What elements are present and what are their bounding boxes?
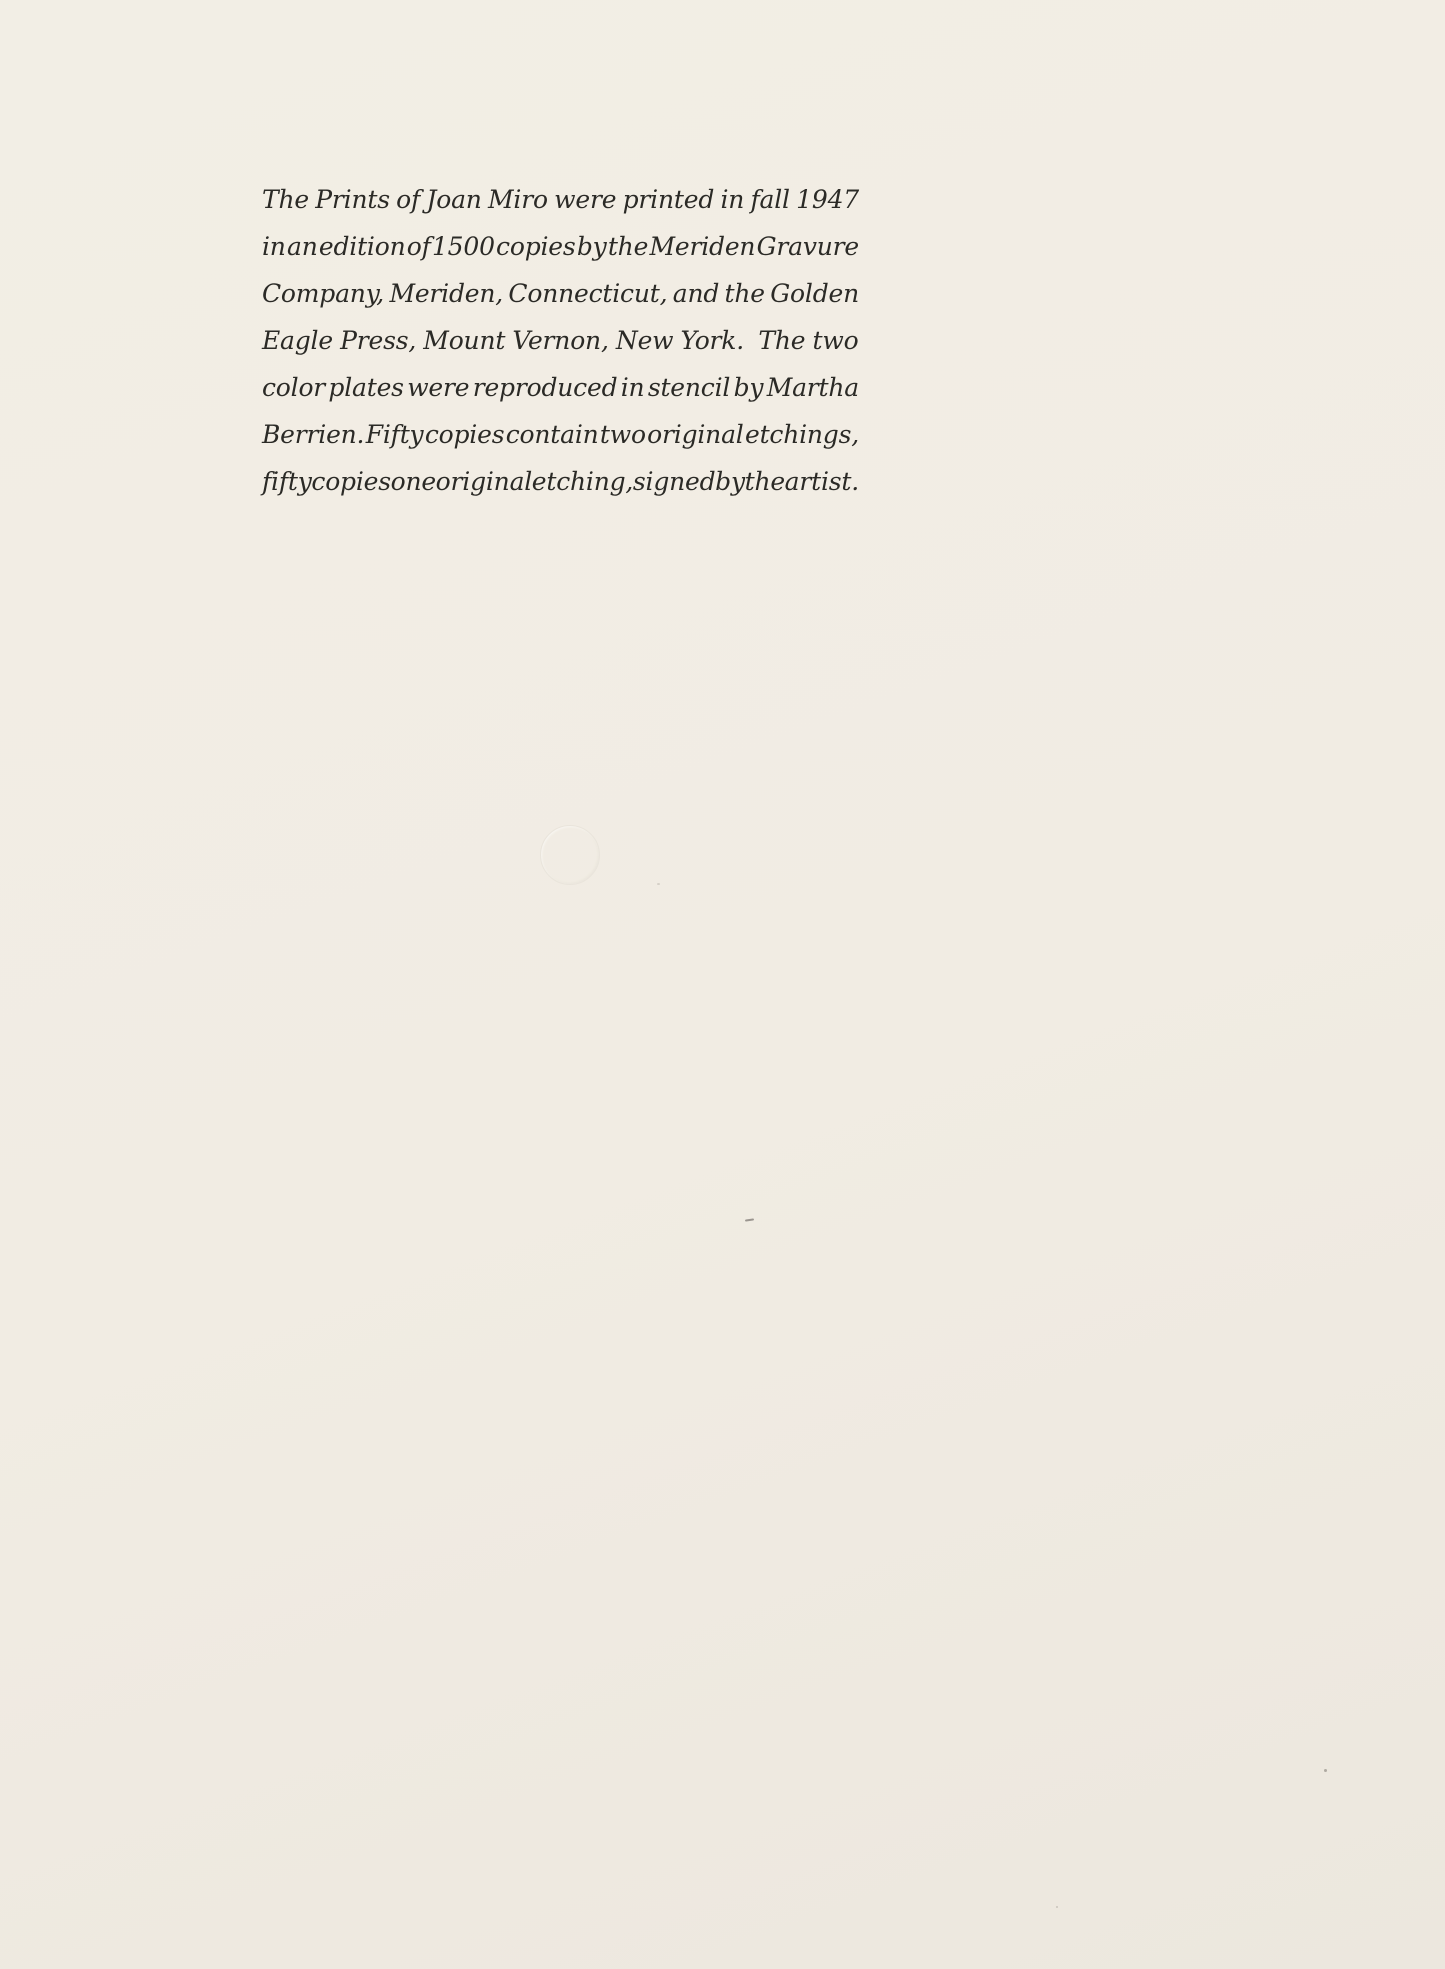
colophon-text — [262, 176, 859, 505]
paper-speck — [1324, 1769, 1327, 1772]
colophon-line: The Prints of Joan Miro were printed in fall 1947 — [262, 185, 859, 214]
paper-speck — [745, 1218, 754, 1221]
paper-speck — [1056, 1906, 1058, 1908]
colophon-line: Company, Meriden, Connecticut, and the Golden — [262, 279, 859, 308]
paper-speck — [657, 883, 660, 885]
blind-stamp-emboss — [540, 825, 600, 885]
colophon-line: fifty copies one original etching, signed by the artist. — [262, 467, 859, 496]
colophon-line: in an edition of 1500 copies by the Meriden Gravure — [262, 232, 859, 261]
colophon-line: Berrien. Fifty copies contain two original etchings, — [262, 420, 859, 449]
colophon-line: Eagle Press, Mount Vernon, New York. The two — [262, 326, 859, 355]
colophon-line: color plates were reproduced in stencil by Martha — [262, 373, 859, 402]
